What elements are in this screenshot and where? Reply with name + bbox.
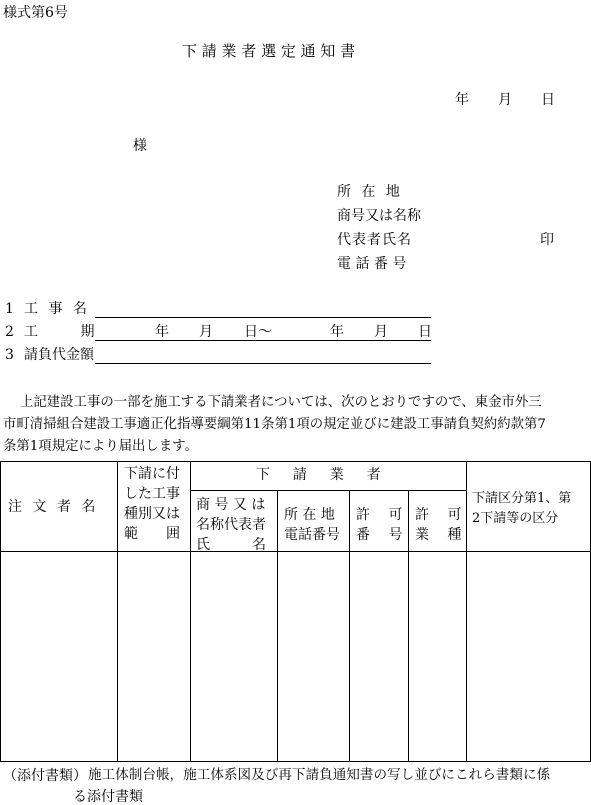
period-from-day: 日～ [244, 324, 272, 340]
body-line-1: 上記建設工事の一部を施工する下請業者については、次のとおりですので、東金市外三 [20, 395, 542, 410]
attachments-line-2: る添付書類 [73, 789, 143, 805]
sub-address-line-2: 電話番号 [284, 527, 340, 543]
table-vline-4 [349, 490, 350, 762]
attachments-line-1: 施工体制台帳，施工体系図及び再下請負通知書の写し並びにこれら書類に係 [88, 767, 551, 783]
sub-name-line-1: 商 号 又 は [196, 497, 266, 513]
table-header-divider [0, 551, 591, 552]
sender-address-label: 所 在 地 [337, 184, 400, 200]
table-vline-6 [466, 461, 467, 762]
attachments-label: （添付書類） [3, 768, 87, 784]
page-title: 下 請 業 者 選 定 通 知 書 [182, 42, 356, 60]
sub-permit-type-line-1: 許 可 [415, 507, 462, 523]
addressee-suffix: 様 [133, 138, 147, 154]
period-from-month: 月 [199, 324, 213, 340]
sub-name-line-2: 名称代表者 [196, 517, 266, 533]
date-year: 年 [455, 92, 469, 108]
sub-permit-type-line-2: 業 種 [415, 527, 462, 543]
sender-rep-label: 代表者氏名 [337, 232, 412, 248]
table-group-divider [190, 490, 466, 491]
item-1-underline [95, 317, 431, 318]
sender-phone-label: 電 話 番 号 [337, 256, 407, 272]
form-number: 様式第6号 [3, 5, 68, 21]
period-to-year: 年 [330, 324, 344, 340]
sender-name-label: 商号又は名称 [337, 208, 421, 224]
item-2-underline [95, 340, 431, 341]
table-vline-2 [190, 461, 191, 762]
col-scope-line-3: 種別又は [124, 506, 180, 522]
table-vline-3 [277, 490, 278, 762]
item-3-num: 3 [5, 347, 14, 363]
col-subcontractor-group: 下 請 業 者 [256, 467, 381, 483]
body-line-3: 条第1項規定により届出します。 [3, 439, 198, 454]
date-month: 月 [498, 92, 512, 108]
item-3-label: 請負代金額 [24, 347, 94, 363]
sub-address-line-1: 所 在 地 [284, 507, 335, 523]
body-line-2: 市町清掃組合建設工事適正化指導要綱第11条第1項の規定並びに建設工事請負契約約款第7 [3, 417, 546, 432]
period-to-month: 月 [374, 324, 388, 340]
item-2-num: 2 [5, 324, 14, 340]
table-vline-1 [117, 461, 118, 762]
col-tier-line-1: 下請区分第1、第 [472, 491, 572, 506]
table-vline-5 [408, 490, 409, 762]
sub-permit-no-line-2: 番 号 [356, 527, 403, 543]
item-1-num: 1 [5, 301, 14, 317]
sub-permit-no-line-1: 許 可 [356, 507, 403, 523]
col-tier-line-2: 2下請等の区分 [472, 511, 559, 526]
date-day: 日 [541, 92, 555, 108]
item-1-label: 工 事 名 [24, 301, 87, 317]
item-2-label: 工 期 [24, 324, 95, 340]
col-orderer-name: 注 文 者 名 [8, 499, 96, 515]
item-3-underline [95, 363, 431, 364]
seal-mark: 印 [540, 232, 554, 248]
period-from-year: 年 [155, 324, 169, 340]
col-scope-line-1: 下請に付 [124, 466, 180, 482]
col-scope-line-2: した工事 [124, 486, 180, 502]
period-to-day: 日 [418, 324, 432, 340]
col-scope-line-4: 範 囲 [124, 526, 180, 542]
sub-name-line-3: 氏 名 [196, 537, 266, 553]
